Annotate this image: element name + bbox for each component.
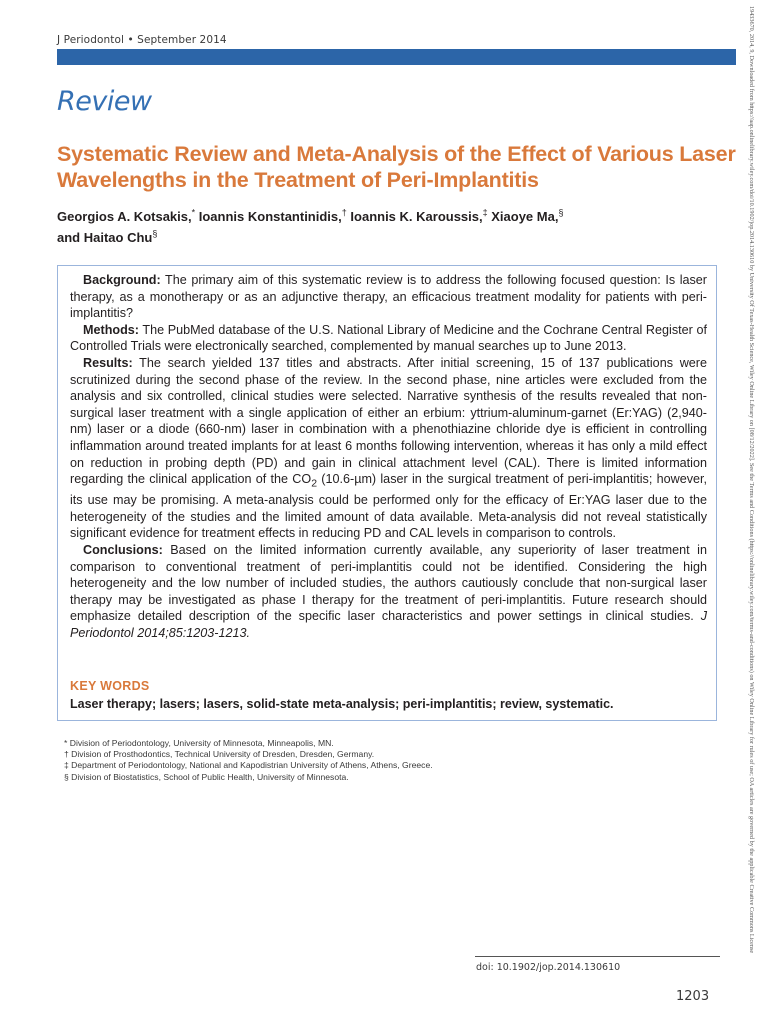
abstract-background: Background: The primary aim of this systematic review is to address the following focused question: Is laser therapy, as a monotherapy or as an adjunctive therapy, an efficacious treatment modality for patients with peri-implantitis? — [70, 273, 707, 321]
footnote: * Division of Periodontology, University of Minnesota, Minneapolis, MN. — [64, 738, 334, 748]
author-list — [57, 205, 717, 246]
author: Xiaoye Ma,§ — [491, 208, 564, 225]
author: Ioannis Konstantinidis,† — [198, 208, 347, 225]
download-notice: 19433670, 2014, 9, Downloaded from https://aap.onlinelibrary.wiley.com/doi/10.1902/jop.2014.130610 by University Of Texas-Health Science, Wiley Online Library on [08/12/2022]. See the Terms and Conditions (https://onlinelibrary.wiley.com/terms-and-conditions) on Wiley Online Library for rules of use; OA articles are governed by the applicable Creative Commons License — [748, 6, 755, 954]
doi[interactable]: doi: 10.1902/jop.2014.130610 — [476, 962, 621, 973]
section-label: Review — [57, 86, 152, 117]
affiliation-footnotes — [64, 738, 433, 783]
page-number: 1203 — [676, 989, 710, 1004]
author: Ioannis K. Karoussis,‡ — [350, 208, 488, 225]
methods-label: Methods: — [83, 322, 139, 337]
key-words: Laser therapy; lasers; lasers, solid-state meta-analysis; peri-implantitis; review, systematic. — [70, 697, 614, 711]
footnote: † Division of Prosthodontics, Technical University of Dresden, Dresden, Germany. — [64, 749, 375, 760]
abstract — [70, 272, 707, 642]
footnote: ‡ Department of Periodontology, National and Kapodistrian University of Athens, Athens, Greece. — [64, 760, 433, 771]
author: and Haitao Chu§ — [57, 228, 158, 245]
doi-divider — [475, 956, 720, 957]
footnote: § Division of Biostatistics, School of Public Health, University of Minnesota. — [64, 771, 349, 782]
results-label: Results: — [83, 355, 133, 370]
key-words-heading: KEY WORDS — [70, 679, 150, 693]
author: Georgios A. Kotsakis,* — [57, 208, 196, 225]
running-head: J Periodontol • September 2014 — [57, 34, 227, 46]
article-title: Systematic Review and Meta-Analysis of the Effect of Various Laser Wavelengths in the Treatment of Peri-Implantitis — [57, 142, 736, 192]
conclusions-label: Conclusions: — [83, 543, 163, 558]
background-label: Background: — [83, 273, 161, 287]
abstract-results: Results: The search yielded 137 titles and abstracts. After initial screening, 15 of 137 publications were scrutinized during the second phase of the review. In the second phase, nine articles were excluded from the analysis and six controlled, clinical studies were selected. Narrative synthesis of the results revealed that non-surgical laser treatment with a single application of either an erbium: yttrium-aluminum-garnet (Er:YAG) (2,940-nm) laser or a diode (660-nm) laser in combination with a phenothiazine chloride dye is efficient in controlling inflammation around treated implants for at least 6 months following intervention, whereas it has only a mild effect on reduction in probing depth (PD) and gain in clinical attachment level (CAL). There is limited information regarding the clinical application of the $CO_2$ (10.6-µm) laser in the surgical treatment of peri-implantitis; however, its use may be promising. A meta-analysis could be performed only for the efficacy of Er:YAG laser due to the heterogeneity of the studies and the limited amount of data available. Meta-analysis did not reveal statistically significant evidence for treatment effects in reducing PD and CAL levels in comparison to controls. — [70, 355, 707, 541]
abstract-methods: Methods: The PubMed database of the U.S. National Library of Medicine and the Cochrane Central Register of Controlled Trials were electronically searched, complemented by manual searches up to June 2013. — [70, 322, 707, 354]
header-bar — [57, 49, 736, 65]
citation: J Periodontol 2014;85:1203-1213. — [70, 609, 707, 640]
abstract-conclusions: Conclusions: Based on the limited information currently available, any superiority of laser treatment in comparison to conventional treatment of peri-implantitis could not be identified. Considering the high heterogeneity and the low number of included studies, the authors cautiously conclude that non-surgical laser therapy may be investigated as phase I therapy for the treatment of peri-implantitis. Future research should emphasize detailed description of the specific laser characteristics and power settings in clinical studies. J Periodontol 2014;85:1203-1213. — [70, 543, 707, 640]
